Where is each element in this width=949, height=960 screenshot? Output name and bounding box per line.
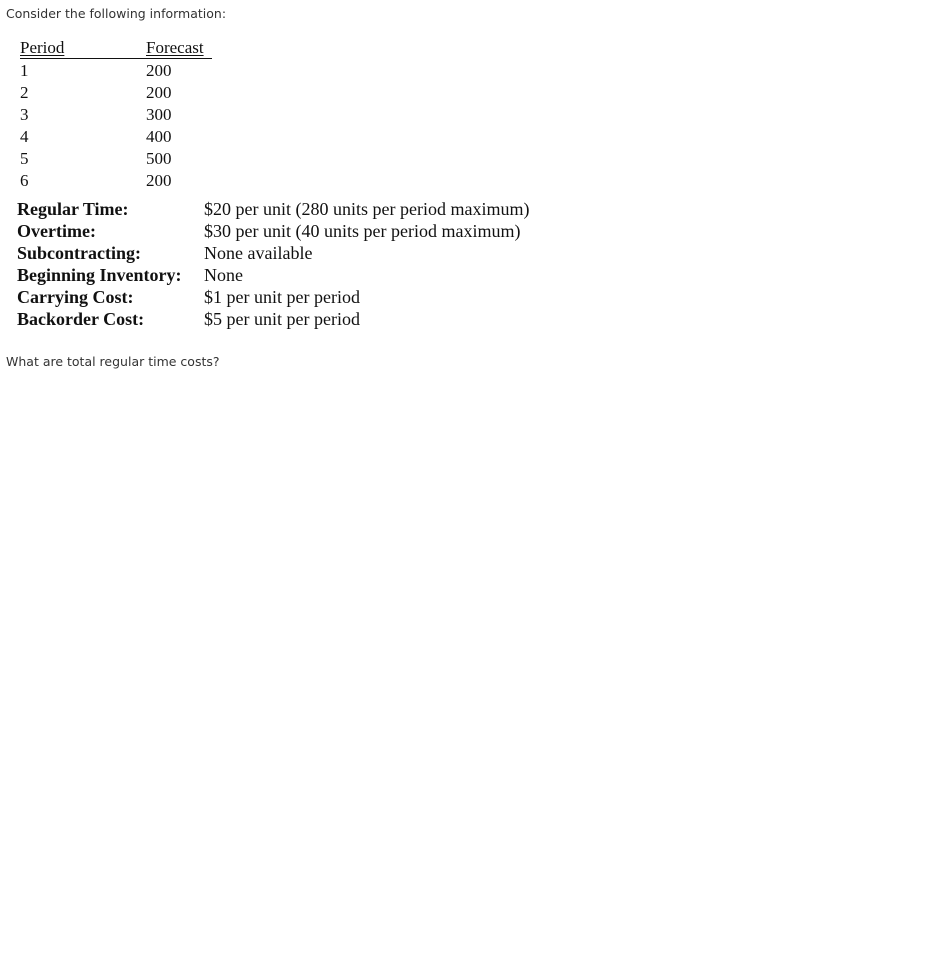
cost-row-overtime: [17, 220, 529, 242]
cost-row-regular-time: [17, 198, 529, 220]
cost-label: Beginning Inventory:: [17, 265, 182, 285]
forecast-cell: 200: [146, 61, 172, 80]
forecast-cell: 300: [146, 105, 172, 124]
cost-label: Regular Time:: [17, 199, 129, 219]
forecast-table-body: [20, 60, 212, 192]
cost-value: $20 per unit (280 units per period maximum): [204, 199, 530, 219]
cost-row-subcontracting: [17, 242, 529, 264]
table-row: [20, 126, 212, 148]
cost-row-backorder-cost: [17, 308, 529, 330]
cost-label: Backorder Cost:: [17, 309, 145, 329]
forecast-cell: 400: [146, 127, 172, 146]
table-row: [20, 82, 212, 104]
period-cell: 6: [20, 171, 29, 190]
cost-value: None available: [204, 243, 313, 263]
cost-row-carrying-cost: [17, 286, 529, 308]
cost-row-beginning-inventory: [17, 264, 529, 286]
cost-label: Overtime:: [17, 221, 96, 241]
period-cell: 4: [20, 127, 29, 146]
forecast-table-header: [20, 38, 212, 59]
forecast-table: [20, 38, 212, 192]
period-cell: 5: [20, 149, 29, 168]
cost-parameters: [17, 198, 529, 330]
period-cell: 1: [20, 61, 29, 80]
cost-label: Carrying Cost:: [17, 287, 134, 307]
cost-label: Subcontracting:: [17, 243, 142, 263]
table-row: [20, 104, 212, 126]
cost-value: $30 per unit (40 units per period maximum): [204, 221, 521, 241]
cost-value: $1 per unit per period: [204, 287, 360, 307]
table-row: [20, 170, 212, 192]
table-row: [20, 148, 212, 170]
intro-text: Consider the following information:: [6, 6, 227, 21]
header-period: Period: [20, 38, 65, 57]
cost-value: None: [204, 265, 243, 285]
period-cell: 3: [20, 105, 29, 124]
table-row: [20, 60, 212, 82]
header-forecast: Forecast: [146, 38, 204, 57]
forecast-cell: 200: [146, 83, 172, 102]
period-cell: 2: [20, 83, 29, 102]
forecast-cell: 200: [146, 171, 172, 190]
cost-value: $5 per unit per period: [204, 309, 360, 329]
forecast-cell: 500: [146, 149, 172, 168]
question-text: What are total regular time costs?: [6, 354, 220, 369]
